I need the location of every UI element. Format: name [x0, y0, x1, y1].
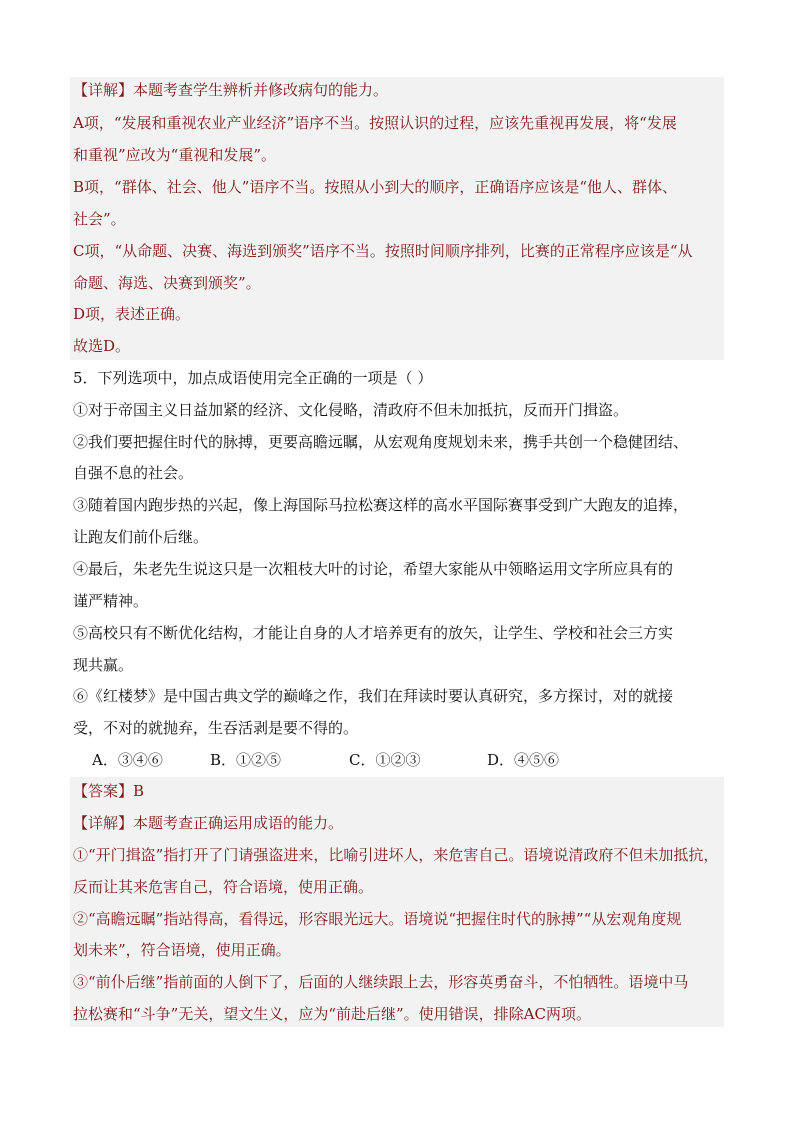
explanation-1-line: 故选D。: [73, 337, 131, 355]
explanation-1-line: C项，“从命题、决赛、海选到颁奖”语序不当。按照时间顺序排列，比赛的正常程序应该是“从: [73, 242, 693, 260]
explanation-1-line: B项，“群体、社会、他人”语序不当。按照从小到大的顺序，正确语序应该是“他人、群体、: [73, 178, 678, 196]
question-item: 受，不对的就抛弃，生吞活剥是要不得的。: [73, 719, 359, 737]
explanation-1-line: 和重视”应改为“重视和发展”。: [73, 146, 277, 164]
explanation-1-line: 【详解】本题考查学生辨析并修改病句的能力。: [73, 81, 389, 99]
question-item: ①对于帝国主义日益加紧的经济、文化侵略，清政府不但未加抵抗，反而开门揖盗。: [73, 401, 629, 419]
option-b: B．①②⑤: [210, 751, 282, 769]
explanation-1-line: A项，“发展和重视农业产业经济”语序不当。按照认识的过程，应该先重视再发展，将“发展: [73, 114, 677, 132]
explanation-2-line: 【详解】本题考查正确运用成语的能力。: [73, 814, 344, 832]
explanation-2-line: ①“开门揖盗”指打开了门请强盗进来，比喻引进坏人，来危害自己。语境说清政府不但未加抵抗，: [73, 846, 719, 864]
question-item: ⑥《红楼梦》是中国古典文学的巅峰之作，我们在拜读时要认真研究，多方探讨，对的就接: [73, 687, 674, 705]
question-item: 自强不息的社会。: [73, 464, 194, 482]
explanation-2-line: 拉松赛和“斗争”无关，望文生义，应为“前赴后继”。使用错误，排除AC两项。: [73, 1005, 591, 1023]
option-d: D．④⑤⑥: [487, 751, 560, 769]
explanation-2-line: ③“前仆后继”指前面的人倒下了，后面的人继续跟上去，形容英勇奋斗，不怕牺牲。语境中马: [73, 973, 689, 991]
explanation-1-line: D项，表述正确。: [73, 305, 191, 323]
explanation-2-line: ②“高瞻远瞩”指站得高，看得远，形容眼光远大。语境说“把握住时代的脉搏”“从宏观角度规: [73, 910, 682, 928]
question-item: ②我们要把握住时代的脉搏，更要高瞻远瞩，从宏观角度规划未来，携手共创一个稳健团结、: [73, 433, 689, 451]
explanation-2-line: 划未来”，符合语境，使用正确。: [73, 941, 291, 959]
question-item: ⑤高校只有不断优化结构，才能让自身的人才培养更有的放矢，让学生、学校和社会三方实: [73, 624, 674, 642]
question-stem: 5．下列选项中，加点成语使用完全正确的一项是（ ）: [73, 369, 433, 387]
option-c: C．①②③: [349, 751, 421, 769]
question-item: ③随着国内跑步热的兴起，像上海国际马拉松赛这样的高水平国际赛事受到广大跑友的追捧，: [73, 496, 689, 514]
explanation-1-line: 命题、海选、决赛到颁奖”。: [73, 274, 261, 292]
answer-line: 【答案】B: [73, 782, 145, 800]
question-item: 让跑友们前仆后继。: [73, 528, 209, 546]
option-a: A．③④⑥: [92, 751, 163, 769]
explanation-1-line: 社会”。: [73, 210, 126, 228]
question-item: ④最后，朱老先生说这只是一次粗枝大叶的讨论，希望大家能从中领略运用文字所应具有的: [73, 560, 674, 578]
question-item: 谨严精神。: [73, 592, 149, 610]
question-item: 现共赢。: [73, 656, 134, 674]
explanation-2-line: 反而让其来危害自己，符合语境，使用正确。: [73, 878, 374, 896]
